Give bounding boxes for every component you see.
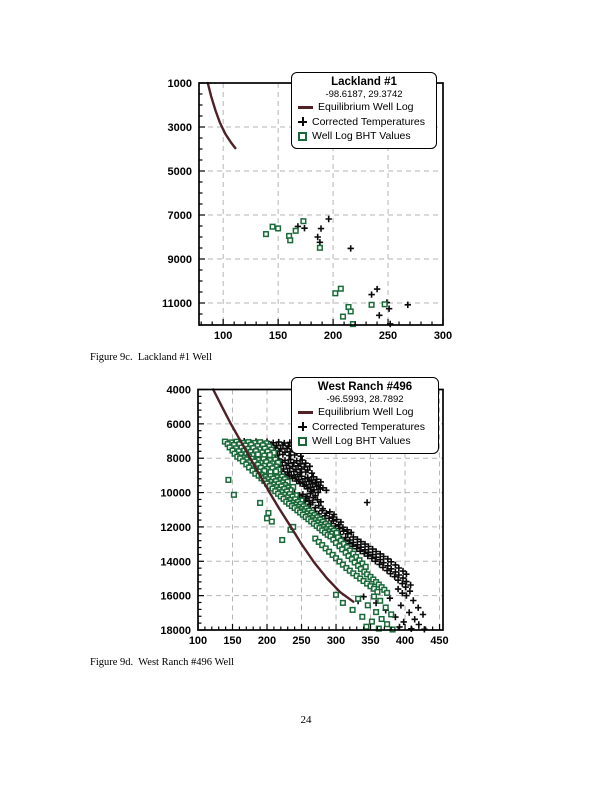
west-ranch-legend [291, 377, 439, 454]
page-number: 24 [300, 714, 312, 726]
svg-text:450: 450 [430, 635, 449, 647]
svg-text:12000: 12000 [160, 521, 191, 534]
svg-text:250: 250 [292, 635, 311, 647]
plus-marker-icon [298, 117, 307, 126]
legend-item-equilibrium [298, 405, 432, 420]
legend-item-label: Well Log BHT Values [312, 130, 411, 142]
legend-item-bht [298, 129, 430, 144]
legend-item-corrected [298, 420, 432, 435]
legend-item-label: Equilibrium Well Log [318, 406, 414, 418]
legend-item-label: Equilibrium Well Log [318, 101, 414, 113]
svg-text:300: 300 [326, 635, 346, 647]
svg-text:8000: 8000 [166, 453, 191, 466]
svg-text:1000: 1000 [167, 78, 192, 90]
svg-text:250: 250 [378, 330, 398, 342]
legend-subtitle: -98.6187, 29.3742 [325, 89, 403, 100]
svg-text:300: 300 [433, 330, 453, 342]
line-swatch-icon [298, 106, 313, 109]
svg-text:4000: 4000 [166, 384, 191, 397]
svg-text:150: 150 [268, 330, 288, 342]
svg-text:7000: 7000 [167, 210, 192, 222]
legend-title: Lackland #1 [331, 76, 397, 88]
svg-text:400: 400 [395, 635, 415, 647]
plus-marker-icon [298, 422, 307, 431]
legend-subtitle: -96.5993, 28.7892 [326, 394, 404, 405]
svg-text:200: 200 [257, 635, 277, 647]
svg-text:350: 350 [361, 635, 380, 647]
svg-text:3000: 3000 [167, 122, 192, 134]
legend-item-bht [298, 434, 432, 449]
svg-text:11000: 11000 [162, 298, 192, 310]
svg-text:16000: 16000 [160, 590, 191, 603]
legend-item-equilibrium [298, 100, 430, 115]
square-marker-icon [298, 132, 307, 141]
lackland-legend [291, 72, 437, 149]
square-marker-icon [298, 437, 307, 446]
figure-9d-caption: Figure 9d. West Ranch #496 Well [90, 657, 235, 668]
svg-text:100: 100 [188, 635, 208, 647]
svg-text:9000: 9000 [167, 254, 192, 266]
svg-text:14000: 14000 [160, 556, 191, 569]
line-swatch-icon [298, 411, 313, 414]
figure-9c-caption: Figure 9c. Lackland #1 Well [90, 352, 213, 363]
svg-text:5000: 5000 [167, 166, 192, 178]
svg-text:150: 150 [223, 635, 242, 647]
legend-item-corrected [298, 115, 430, 130]
legend-item-label: Corrected Temperatures [312, 115, 426, 128]
svg-text:100: 100 [214, 330, 233, 342]
legend-title: West Ranch #496 [317, 381, 413, 393]
svg-text:18000: 18000 [160, 625, 191, 637]
svg-text:200: 200 [323, 330, 343, 342]
legend-item-label: Corrected Temperatures [312, 420, 426, 433]
svg-text:10000: 10000 [160, 487, 191, 500]
svg-text:6000: 6000 [166, 418, 191, 431]
legend-item-label: Well Log BHT Values [312, 435, 411, 447]
